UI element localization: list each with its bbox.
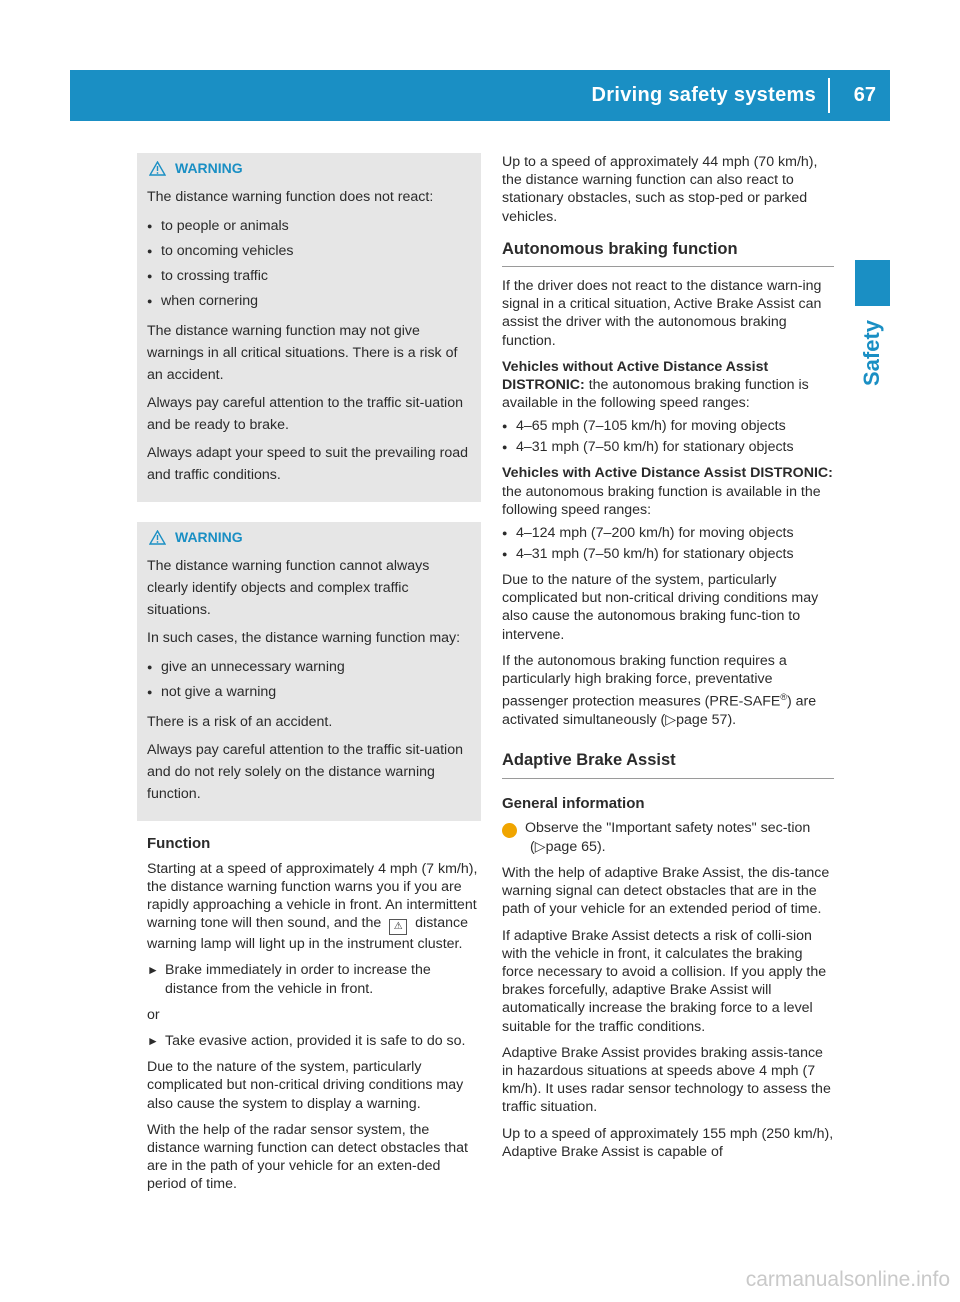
paragraph: If adaptive Brake Assist detects a risk of colli-sion with the vehicle in front, it calculates the braking force necessary to avoid a collision. If you apply the brakes forcefully, adaptive Brake Assist will automatically increase the braking force to a level suitable for the traffic conditions.	[502, 927, 827, 1035]
list-item: ● 4–31 mph (7–50 km/h) for stationary objects	[502, 544, 834, 565]
list-item: ● 4–31 mph (7–50 km/h) for stationary objects	[502, 437, 834, 458]
list-item: ● to people or animals	[147, 214, 469, 239]
list-item: ● to oncoming vehicles	[147, 239, 469, 264]
warning-box-2	[137, 522, 481, 821]
paragraph: If the autonomous braking function requires a particularly high braking force, preventative passenger protection measures (PRE-SAFE®) are activated simultaneously (▷page 57).	[502, 652, 817, 729]
side-tab-label: Safety	[859, 319, 884, 387]
warning-text: The distance warning function may not give warnings in all critical situations. There is a risk of an accident.	[147, 323, 458, 384]
list-item: ● to crossing traffic	[147, 264, 469, 289]
header-divider	[828, 78, 830, 113]
paragraph: Up to a speed of approximately 44 mph (70 km/h), the distance warning function can also react to stationary obstacles, such as stop-ped or parked vehicles.	[502, 154, 818, 225]
page-reference-arrow-icon: ▷	[665, 712, 677, 729]
warning-box-1	[137, 153, 481, 502]
page-link[interactable]: page 65	[545, 838, 597, 855]
function-paragraph: Starting at a speed of approximately 4 mph (7 km/h), the distance warning function warns you if you are rapidly approaching a vehicle in front. An intermittent warning tone will then sound, and the ⚠ distance warning lamp will light up in the instrument cluster.	[147, 860, 478, 953]
page-header	[70, 70, 890, 121]
or-text: or	[147, 1006, 160, 1023]
watermark: carmanualsonline.info	[745, 1268, 950, 1291]
paragraph: Due to the nature of the system, particularly complicated but non-critical driving conditions may also cause the autonomous braking func-tion to intervene.	[502, 572, 819, 643]
list-item: ● not give a warning	[147, 680, 469, 705]
general-information-heading: General information	[502, 794, 645, 812]
section-title: Driving safety systems	[591, 84, 816, 106]
speed-range-list	[502, 416, 834, 458]
step-arrow-icon: ►	[147, 963, 159, 978]
warning-text: In such cases, the distance warning function may:	[147, 630, 461, 647]
paragraph: With the help of the radar sensor system, the distance warning function can detect obstacles that are in the path of your vehicle for an exten-ded period of time.	[147, 1121, 468, 1193]
warning-intro: The distance warning function does not react:	[147, 189, 434, 206]
info-icon: i	[502, 823, 517, 838]
distance-warning-lamp-icon: ⚠	[389, 919, 407, 935]
paragraph: Due to the nature of the system, particularly complicated but non-critical driving conditions may also cause the system to display a warning.	[147, 1059, 464, 1112]
paragraph: Vehicles without Active Distance Assist DISTRONIC: the autonomous braking function is available in the following speed ranges:	[502, 358, 809, 412]
list-item: ● 4–124 mph (7–200 km/h) for moving objects	[502, 523, 834, 544]
function-heading: Function	[147, 835, 211, 853]
warning-list	[147, 655, 469, 705]
paragraph: With the help of adaptive Brake Assist, the dis-tance warning signal can detect obstacles that are in the path of your vehicle for an extended period of time.	[502, 865, 830, 918]
warning-text: Always pay careful attention to the traffic sit-uation and do not rely solely on the distance warning function.	[147, 742, 463, 803]
speed-range-list	[502, 523, 834, 565]
warning-heading: WARNING	[147, 528, 469, 549]
list-item: ● give an unnecessary warning	[147, 655, 469, 680]
list-item: ● when cornering	[147, 289, 469, 314]
paragraph: Vehicles with Active Distance Assist DISTRONIC: the autonomous braking function is available in the following speed ranges:	[502, 465, 833, 518]
warning-list	[147, 214, 469, 314]
section-heading-autonomous-braking: Autonomous braking function	[502, 240, 834, 267]
page-number: 67	[853, 84, 876, 106]
section-heading-adaptive-brake-assist: Adaptive Brake Assist	[502, 751, 834, 778]
instruction-step: ► Brake immediately in order to increase the distance from the vehicle in front.	[147, 962, 431, 997]
left-column	[147, 153, 481, 1202]
side-tab-marker	[855, 260, 890, 306]
warning-text: Always pay careful attention to the traffic sit-uation and be ready to brake.	[147, 395, 463, 434]
page-reference-arrow-icon: ▷	[534, 838, 546, 855]
info-note: i Observe the "Important safety notes" sec-tion (▷page 65).	[493, 819, 811, 855]
list-item: ● 4–65 mph (7–105 km/h) for moving objects	[502, 416, 834, 437]
warning-triangle-icon	[149, 161, 167, 180]
right-column	[493, 153, 834, 1169]
warning-triangle-icon	[149, 530, 167, 549]
page-link[interactable]: page 57	[676, 712, 728, 729]
paragraph: Up to a speed of approximately 155 mph (250 km/h), Adaptive Brake Assist is capable of	[502, 1125, 834, 1160]
instruction-step: ► Take evasive action, provided it is safe to do so.	[147, 1033, 466, 1050]
paragraph: Adaptive Brake Assist provides braking assis-tance in hazardous situations at speeds above 4 mph (7 km/h). It uses radar sensor technology to assess the traffic situation.	[502, 1044, 831, 1116]
warning-heading: WARNING	[147, 159, 469, 180]
step-arrow-icon: ►	[147, 1034, 159, 1049]
warning-text: There is a risk of an accident.	[147, 714, 333, 731]
paragraph: If the driver does not react to the distance warn-ing signal in a critical situation, Active Brake Assist can assist the driver with the autonomous braking function.	[502, 278, 822, 349]
warning-text: The distance warning function cannot always clearly identify objects and complex traffic situations.	[147, 558, 430, 619]
warning-text: Always adapt your speed to suit the prevailing road and traffic conditions.	[147, 445, 468, 484]
